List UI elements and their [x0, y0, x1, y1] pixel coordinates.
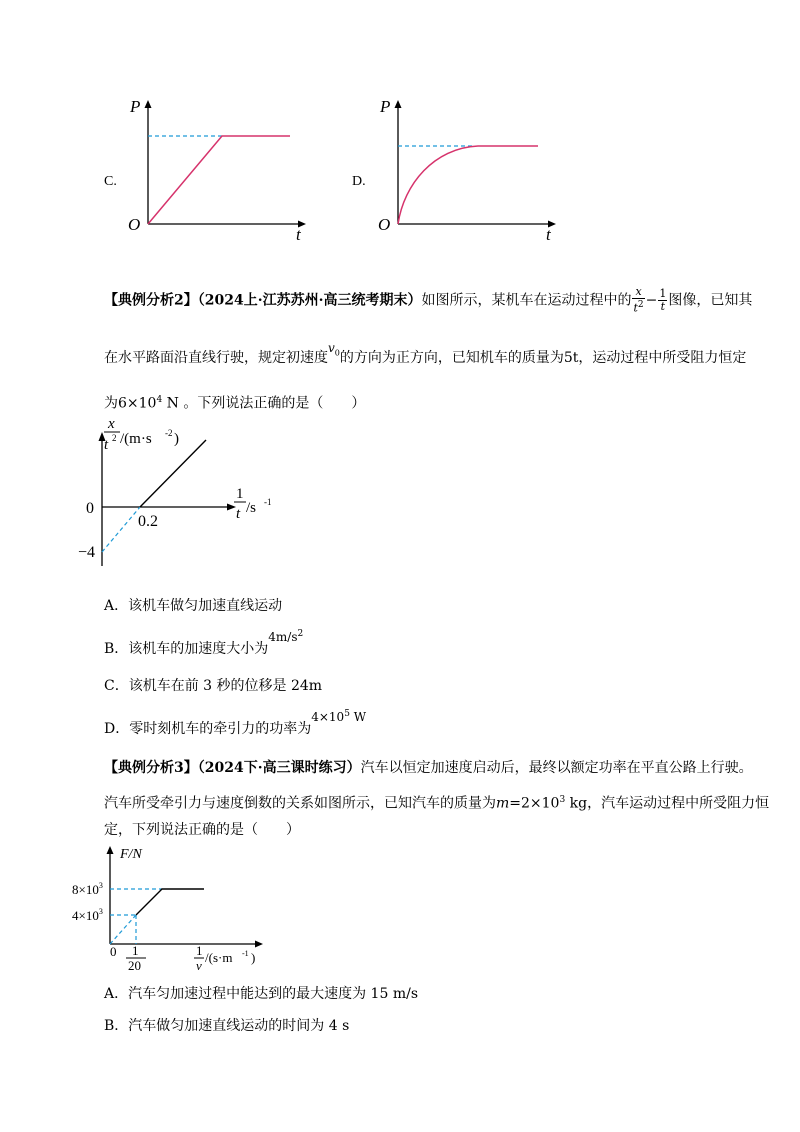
ex3-force-line — [136, 889, 204, 915]
option-c-label: C. — [104, 174, 117, 189]
ex2-y-unit: /(m·s — [120, 431, 152, 447]
c-axis-x-label: t — [296, 225, 301, 242]
d-origin-label: O — [378, 215, 391, 234]
ex2-dashed-extension — [102, 507, 140, 552]
ex2-y-unit-close: ) — [174, 431, 179, 447]
ex3-x-tick-den: 20 — [128, 958, 141, 972]
option-d-graph — [374, 92, 574, 242]
example3-source: （2024下·高三课时练习） — [197, 760, 361, 776]
d-axis-x-label: t — [546, 225, 551, 242]
example3-graph — [70, 842, 310, 972]
option-d — [352, 92, 572, 242]
ex3-tick-high: $8\times 10^3$ — [72, 881, 103, 897]
example3-tag: 【典例分析3】 — [104, 760, 198, 776]
ex2-y-frac-den: t — [104, 437, 109, 453]
ex3-zero-label: 0 — [110, 944, 117, 959]
ex2-y-tick-label: −4 — [78, 544, 96, 561]
option-d-label: D. — [352, 174, 366, 189]
c-axis-y-label: P — [130, 97, 141, 116]
c-y-arrow — [145, 100, 152, 108]
ex2-y-frac-num: x — [108, 416, 115, 432]
ex2-x-frac-den: t — [236, 506, 241, 522]
example2-tag: 【典例分析2】 — [104, 292, 198, 309]
example2-option-b: B．该机车的加速度大小为$4m/s^2$ — [104, 629, 304, 657]
d-axis-y-label: P — [380, 97, 391, 116]
ex2-x-unit-exp: -1 — [264, 497, 272, 507]
ex3-tick-low: $4\times 10^3$ — [72, 907, 103, 923]
ex2-x-tick-label: 0.2 — [138, 513, 158, 530]
example2-text-b: 图像，已知其 — [668, 292, 753, 309]
c-power-curve — [148, 136, 290, 224]
ex3-x-unit: /(s·m — [205, 950, 233, 965]
example3-line3: 定，下列说法正确的是（ ） — [104, 822, 300, 838]
example2-line3: 为$6\times 10^4$ N 。下列说法正确的是（ ） — [104, 395, 366, 412]
example3-line1 — [104, 758, 753, 778]
example2-line1 — [104, 286, 752, 315]
ex2-y-unit-exp: -2 — [165, 428, 173, 438]
ex2-x-unit: /s — [246, 500, 257, 516]
ex2-graph-line — [140, 440, 206, 507]
v0-symbol: $v_0$ — [328, 341, 340, 358]
d-y-arrow — [395, 100, 402, 108]
ex2-x-arrow — [227, 504, 236, 511]
ex3-y-label: F/N — [120, 847, 142, 862]
example2-frac-1-t: $\frac{1}{t}$ — [659, 286, 667, 313]
option-c-graph — [124, 92, 324, 242]
ex2-x-frac-num: 1 — [236, 486, 244, 502]
ex3-x-frac-num: 1 — [196, 943, 203, 958]
ex3-dashed-origin — [110, 915, 136, 944]
example2-source: （2024上·江苏苏州·高三统考期末） — [197, 292, 422, 309]
ex3-x-unit-exp: -1 — [242, 949, 249, 958]
example3-option-a: A．汽车匀加速过程中能达到的最大速度为 15 m/s — [104, 986, 419, 1002]
d-power-curve — [398, 146, 538, 224]
option-c — [104, 92, 324, 242]
example2-option-a: A．该机车做匀加速直线运动 — [104, 598, 283, 614]
example3-option-b: B．汽车做匀加速直线运动的时间为 4 s — [104, 1018, 350, 1034]
ex3-x-frac-den: v — [196, 958, 202, 972]
example2-option-d: D．零时刻机车的牵引力的功率为$4\times 10^5$ W — [104, 709, 367, 737]
ex3-x-tick-num: 1 — [132, 943, 139, 958]
example2-line2: 在水平路面沿直线行驶，规定初速度$v_0$的方向为正方向，已知机车的质量为5t，运动过程中所受阻力恒定 — [104, 341, 747, 366]
c-origin-label: O — [128, 215, 141, 234]
example3-line2: 汽车所受牵引力与速度倒数的关系如图所示，已知汽车的质量为$m=2\times 10^3$ kg，汽车运动过程中所受阻力恒 — [104, 795, 770, 812]
ex3-x-unit-close: ) — [251, 950, 256, 965]
ex3-x-arrow — [255, 941, 263, 948]
ex2-y-frac-exp: 2 — [112, 433, 117, 443]
example2-graph — [78, 416, 298, 576]
example3-text-a: 汽车以恒定加速度启动后，最终以额定功率在平直公路上行驶。 — [360, 760, 753, 776]
example2-minus: − — [645, 292, 658, 309]
ex3-y-arrow — [107, 846, 114, 854]
example2-option-c: C．该机车在前 3 秒的位移是 24m — [104, 678, 323, 694]
example2-frac-x-t2: $\frac{x}{t^2}$ — [633, 285, 644, 315]
example2-text-a: 如图所示，某机车在运动过程中的 — [421, 292, 632, 309]
ex2-zero-label: 0 — [86, 500, 94, 517]
